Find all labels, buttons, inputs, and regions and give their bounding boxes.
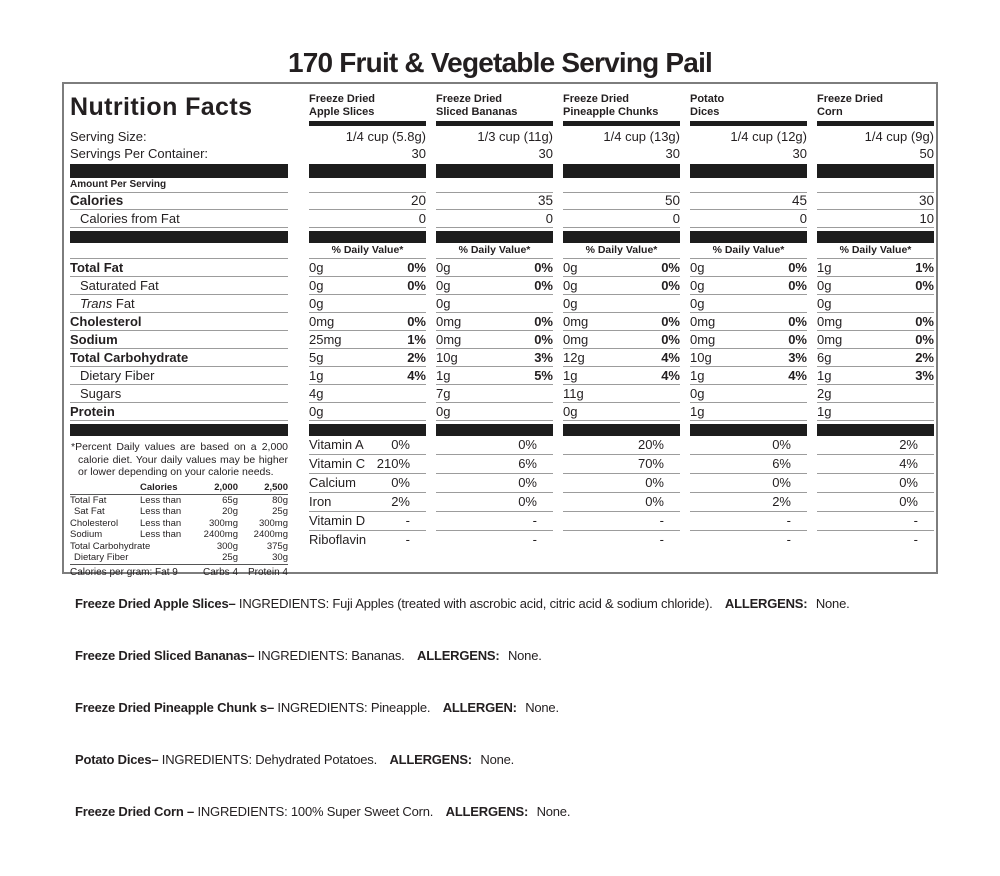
row-vitamin-a: 0% — [436, 436, 553, 455]
daily-value-header: % Daily Value* — [436, 243, 553, 259]
label-column — [70, 93, 288, 578]
calories-from-fat-value: 0 — [563, 210, 680, 228]
row-total-carbohydrate: 6g 2% — [817, 350, 934, 365]
row-dietary-fiber: 1g 5% — [436, 368, 553, 383]
daily-value-header: % Daily Value* — [817, 243, 934, 259]
ingredient-line-potato-dices: Potato Dices– INGREDIENTS: Dehydrated Potatoes. ALLERGENS: None. — [75, 752, 515, 767]
table-header-row: Calories 2,000 2,500 — [70, 482, 288, 495]
row-vitamin-d: Vitamin D - — [309, 512, 426, 531]
row-cholesterol: 0mg 0% — [563, 314, 680, 329]
calories-value: 35 — [436, 193, 553, 210]
row-calcium: 0% — [690, 474, 807, 493]
servings-per-container-value: 50 — [919, 146, 934, 161]
row-protein: 0g — [436, 403, 553, 421]
product-name: Freeze Dried Corn — [817, 93, 934, 128]
row-label-saturated-fat: Saturated Fat — [70, 277, 288, 295]
product-column-corn — [817, 93, 934, 572]
row-cholesterol: 0mg 0% — [817, 314, 934, 329]
calories-from-fat-value: 0 — [309, 210, 426, 228]
product-name: Freeze Dried Pineapple Chunks — [563, 93, 680, 128]
row-label-total-fat: Total Fat — [70, 259, 288, 277]
row-sugars: 2g — [817, 385, 934, 403]
row-dietary-fiber: 1g 3% — [817, 368, 934, 383]
servings-per-container-value: 30 — [411, 146, 426, 161]
row-label-trans-fat: Trans Fat — [70, 295, 288, 313]
row-sodium: 0mg 0% — [817, 332, 934, 347]
row-saturated-fat: 0g 0% — [563, 278, 680, 293]
row-riboflavin: - — [532, 532, 537, 547]
page-title: 170 Fruit & Vegetable Serving Pail — [287, 47, 713, 78]
divider-bar — [70, 231, 288, 243]
row-sugars: 7g — [436, 385, 553, 403]
nutrition-facts-heading: Nutrition Facts — [70, 93, 253, 121]
row-total-carbohydrate: 5g 2% — [309, 350, 426, 365]
row-saturated-fat: 0g 0% — [817, 278, 934, 293]
row-trans-fat: 0g — [309, 295, 426, 313]
divider-bar — [817, 164, 934, 178]
row-vitamin-a: Vitamin A 0% — [309, 436, 426, 455]
calories-value: 20 — [309, 193, 426, 210]
row-dietary-fiber: 1g 4% — [309, 368, 426, 383]
row-protein: 1g — [817, 403, 934, 421]
amount-per-serving-label: Amount Per Serving — [70, 178, 288, 193]
row-vitamin-d: - — [690, 512, 807, 531]
row-calcium: 0% — [563, 474, 680, 493]
table-row: Sodium Less than 2400mg 2400mg — [70, 529, 288, 540]
header-bar — [436, 121, 553, 126]
row-vitamin-c: 70% — [563, 455, 680, 474]
table-row: Cholesterol Less than 300mg 300mg — [70, 517, 288, 529]
row-sodium: 0mg 0% — [563, 332, 680, 347]
table-row: Sat Fat Less than 20g 25g — [74, 506, 288, 517]
serving-size-label: Serving Size: — [70, 129, 147, 144]
row-total-fat: 0g 0% — [690, 260, 807, 275]
row-cholesterol: 0mg 0% — [690, 314, 807, 329]
divider-bar — [436, 424, 553, 436]
row-iron: 0% — [563, 493, 680, 512]
daily-value-header: % Daily Value* — [563, 243, 680, 259]
header-bar — [309, 121, 426, 126]
row-cholesterol: 0mg 0% — [309, 314, 426, 329]
row-sugars: 4g — [309, 385, 426, 403]
row-calcium: Calcium 0% — [309, 474, 426, 493]
calories-from-fat-value: 10 — [817, 210, 934, 228]
row-sodium: 0mg 0% — [690, 332, 807, 347]
product-name: Freeze Dried Sliced Bananas — [436, 93, 553, 128]
row-riboflavin: - — [913, 532, 918, 547]
product-column-apple-slices — [309, 93, 426, 572]
divider-bar — [563, 231, 680, 243]
divider-bar — [563, 164, 680, 178]
row-label-protein: Protein — [70, 403, 288, 421]
serving-size-value: 1/4 cup (9g) — [864, 129, 934, 144]
ingredient-line-pineapple-chunks: Freeze Dried Pineapple Chunk s– INGREDIENTS: Pineapple. ALLERGEN: None. — [75, 700, 559, 715]
row-vitamin-d: - — [817, 512, 934, 531]
row-total-fat: 0g 0% — [436, 260, 553, 275]
serving-size-value: 1/4 cup (13g) — [603, 129, 680, 144]
row-total-carbohydrate: 12g 4% — [563, 350, 680, 365]
divider-bar — [690, 231, 807, 243]
divider-bar — [817, 424, 934, 436]
row-vitamin-c: 6% — [690, 455, 807, 474]
calories-value: 30 — [817, 193, 934, 210]
divider-bar — [70, 164, 288, 178]
divider-bar — [563, 424, 680, 436]
header-bar — [690, 121, 807, 126]
product-name: Potato Dices — [690, 93, 807, 128]
daily-value-footnote — [70, 436, 288, 578]
product-column-sliced-bananas — [436, 93, 553, 572]
calories-label: Calories — [70, 193, 288, 210]
servings-per-container-value: 30 — [665, 146, 680, 161]
footnote-text: *Percent Daily values are based on a 2,000 calorie diet. Your daily values may be higher or lower depending on your calorie needs. — [71, 441, 288, 478]
calories-value: 50 — [563, 193, 680, 210]
row-label-sugars: Sugars — [70, 385, 288, 403]
row-total-carbohydrate: 10g 3% — [436, 350, 553, 365]
row-vitamin-a: 2% — [817, 436, 934, 455]
row-sugars: 0g — [690, 385, 807, 403]
row-label-dietary-fiber: Dietary Fiber — [70, 367, 288, 385]
table-row: Dietary Fiber 25g 30g — [74, 552, 288, 563]
product-column-potato-dices — [690, 93, 807, 572]
row-vitamin-c: 6% — [436, 455, 553, 474]
servings-per-container-value: 30 — [792, 146, 807, 161]
row-iron: Iron 2% — [309, 493, 426, 512]
serving-size-value: 1/3 cup (11g) — [477, 129, 553, 144]
ingredient-line-apple-slices: Freeze Dried Apple Slices– INGREDIENTS: Fuji Apples (treated with ascrobic acid, citric acid & sodium chloride). ALLERGENS: None. — [75, 596, 850, 611]
row-dietary-fiber: 1g 4% — [690, 368, 807, 383]
ingredient-line-corn: Freeze Dried Corn – INGREDIENTS: 100% Super Sweet Corn. ALLERGENS: None. — [75, 804, 571, 819]
row-iron: 0% — [817, 493, 934, 512]
product-name: Freeze Dried Apple Slices — [309, 93, 426, 128]
row-saturated-fat: 0g 0% — [309, 278, 426, 293]
row-dietary-fiber: 1g 4% — [563, 368, 680, 383]
row-label-total-carbohydrate: Total Carbohydrate — [70, 349, 288, 367]
row-trans-fat: 0g — [690, 295, 807, 313]
divider-bar — [309, 424, 426, 436]
row-label-sodium: Sodium — [70, 331, 288, 349]
servings-per-container-label: Servings Per Container: — [70, 146, 209, 161]
row-trans-fat: 0g — [817, 295, 934, 313]
divider-bar — [436, 164, 553, 178]
row-sodium: 0mg 0% — [436, 332, 553, 347]
divider-bar — [817, 231, 934, 243]
row-protein: 1g — [690, 403, 807, 421]
table-row: Total Carbohydrate 300g 375g — [70, 540, 288, 552]
calories-from-fat-label: Calories from Fat — [70, 210, 288, 228]
row-saturated-fat: 0g 0% — [436, 278, 553, 293]
row-total-fat: 0g 0% — [309, 260, 426, 275]
row-protein: 0g — [563, 403, 680, 421]
row-protein: 0g — [309, 403, 426, 421]
row-total-carbohydrate: 10g 3% — [690, 350, 807, 365]
row-vitamin-d: - — [563, 512, 680, 531]
servings-per-container-value: 30 — [538, 146, 553, 161]
row-total-fat: 0g 0% — [563, 260, 680, 275]
divider-bar — [436, 231, 553, 243]
divider-bar — [309, 231, 426, 243]
nutrition-facts-panel — [62, 82, 938, 578]
daily-value-table — [70, 482, 288, 578]
row-riboflavin: - — [659, 532, 664, 547]
ingredient-statements — [75, 596, 1000, 820]
row-riboflavin: Riboflavin - — [309, 532, 410, 547]
daily-value-header: % Daily Value* — [690, 243, 807, 259]
divider-bar — [690, 424, 807, 436]
ingredient-line-sliced-bananas: Freeze Dried Sliced Bananas– INGREDIENTS: Bananas. ALLERGENS: None. — [75, 648, 542, 663]
row-riboflavin: - — [786, 532, 791, 547]
calories-from-fat-value: 0 — [436, 210, 553, 228]
divider-bar — [309, 164, 426, 178]
table-row: Total Fat Less than 65g 80g — [70, 494, 288, 506]
calories-value: 45 — [690, 193, 807, 210]
row-vitamin-d: - — [436, 512, 553, 531]
row-iron: 0% — [436, 493, 553, 512]
row-vitamin-c: Vitamin C 210% — [309, 455, 426, 474]
row-trans-fat: 0g — [563, 295, 680, 313]
row-cholesterol: 0mg 0% — [436, 314, 553, 329]
row-sodium: 25mg 1% — [309, 332, 426, 347]
divider-bar — [690, 164, 807, 178]
divider-bar — [70, 424, 288, 436]
row-trans-fat: 0g — [436, 295, 553, 313]
row-label-cholesterol: Cholesterol — [70, 313, 288, 331]
row-sugars: 11g — [563, 385, 680, 403]
row-saturated-fat: 0g 0% — [690, 278, 807, 293]
row-vitamin-a: 20% — [563, 436, 680, 455]
serving-size-value: 1/4 cup (12g) — [730, 129, 807, 144]
row-calcium: 0% — [817, 474, 934, 493]
serving-size-value: 1/4 cup (5.8g) — [345, 129, 426, 144]
row-vitamin-a: 0% — [690, 436, 807, 455]
row-vitamin-c: 4% — [817, 455, 934, 474]
daily-value-spacer — [70, 243, 288, 259]
header-bar — [563, 121, 680, 126]
daily-value-header: % Daily Value* — [309, 243, 426, 259]
row-total-fat: 1g 1% — [817, 260, 934, 275]
product-column-pineapple-chunks — [563, 93, 680, 572]
row-iron: 2% — [690, 493, 807, 512]
calories-per-gram-row: Calories per gram: Fat 9 Carbs 4 Protein 4 — [70, 564, 288, 578]
header-bar — [817, 121, 934, 126]
calories-from-fat-value: 0 — [690, 210, 807, 228]
row-calcium: 0% — [436, 474, 553, 493]
